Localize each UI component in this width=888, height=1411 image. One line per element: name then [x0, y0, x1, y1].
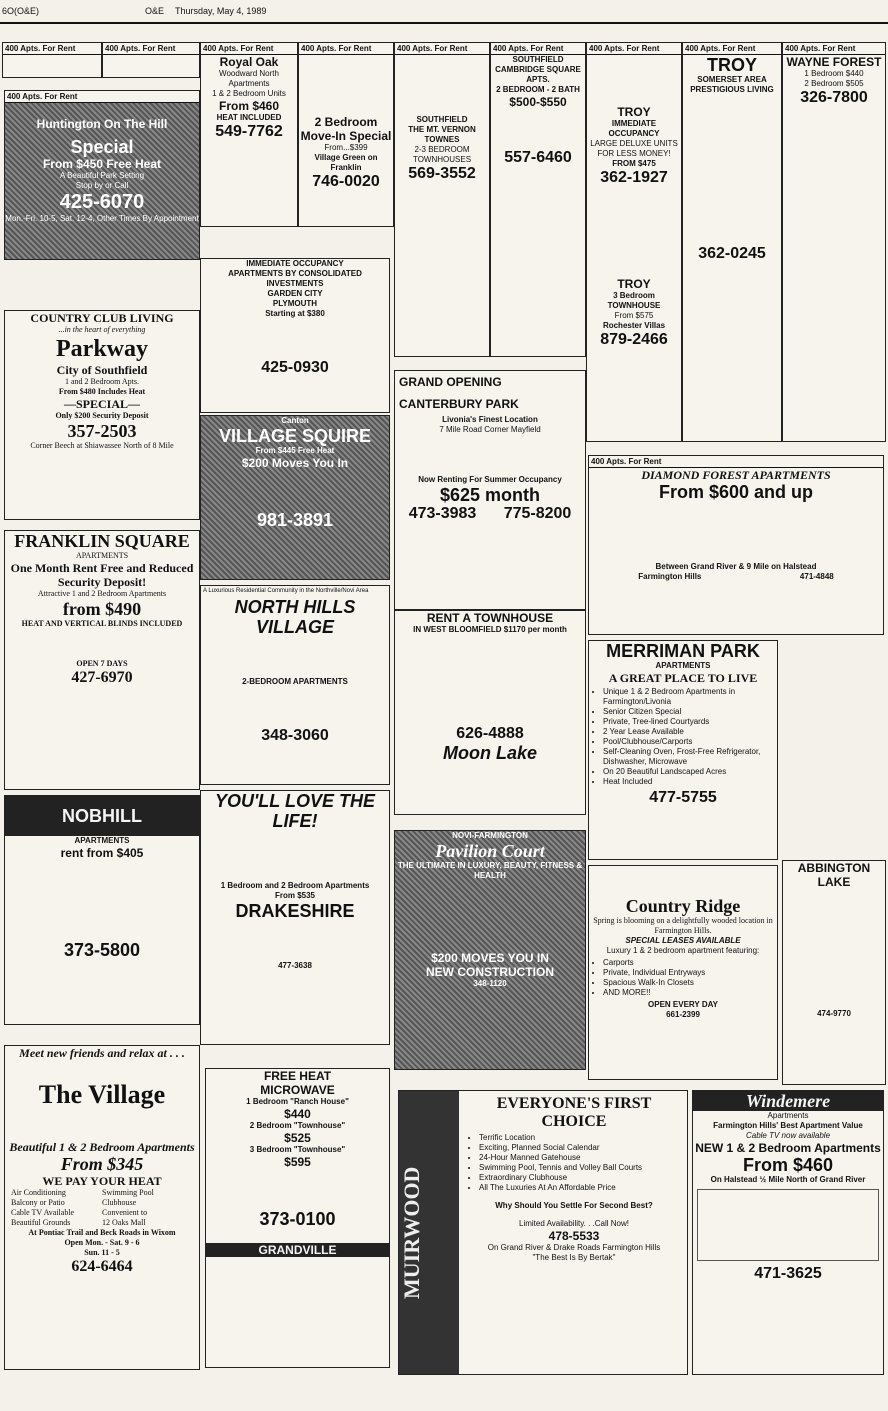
ad-location: At Pontiac Trail and Beck Roads in Wixom: [28, 1228, 176, 1237]
ad-features: [589, 958, 777, 998]
ad-property: DRAKESHIRE: [235, 901, 355, 921]
ad-city: NOVI-FARMINGTON: [452, 831, 528, 840]
ad-special: $200 MOVES YOU IN: [431, 951, 549, 965]
ad-canterbury: [394, 370, 586, 610]
ad-units: 2 BEDROOM - 2 BATH: [496, 85, 580, 94]
ad-somerset: [682, 42, 782, 442]
ad-huntington: [4, 90, 200, 260]
ad-location: On Halstead ½ Mile North of Grand River: [710, 1175, 866, 1184]
ad-body: [465, 1095, 683, 1263]
ad-property: ABBINGTON LAKE: [797, 861, 871, 889]
ad-fineprint: [587, 187, 681, 277]
ad-property: VILLAGE SQUIRE: [218, 426, 371, 446]
ad-phones: [395, 505, 585, 523]
ad-nobhill: [4, 795, 200, 1025]
ad-fineprint: [299, 55, 393, 115]
ad-property: WAYNE FOREST: [786, 55, 882, 69]
feature-item: Beautiful Grounds: [11, 1218, 71, 1227]
ad-fineprint: [395, 55, 489, 115]
ad-subtitle: APARTMENTS: [75, 551, 129, 560]
ad-price-1: $440: [284, 1107, 311, 1121]
ad-price-3: $595: [284, 1155, 311, 1169]
feature-item: Air Conditioning: [11, 1188, 66, 1197]
ad-two-bedroom: [298, 42, 394, 227]
ad-special: One Month Rent Free and Reduced Security Deposit!: [10, 561, 194, 589]
ad-wayne-forest: [782, 42, 886, 442]
ad-headline: COUNTRY CLUB LIVING: [30, 311, 174, 325]
page-number: 6O(O&E): [2, 6, 40, 16]
ad-phone: 557-6460: [504, 149, 572, 166]
ad-slogan: "The Best Is By Bertak": [532, 1253, 616, 1262]
ad-fineprint: [683, 95, 781, 245]
ad-parkway: [4, 310, 200, 520]
ad-phone: 373-0100: [259, 1209, 336, 1229]
ad-units: 1 and 2 Bedroom Apts.: [65, 377, 139, 386]
ad-property: Rochester Villas: [602, 321, 666, 330]
feature-item: • Swimming Pool, Tennis and Volley Ball Courts: [479, 1163, 683, 1173]
ad-tagline: Livonia's Finest Location: [442, 415, 538, 424]
ad-units: 2-BEDROOM APARTMENTS: [242, 677, 348, 686]
ad-subtitle: APARTMENTS: [74, 836, 130, 845]
ad-phone: 624-6464: [71, 1258, 133, 1275]
ad-hours: OPEN 7 DAYS: [76, 659, 128, 668]
ad-property: GRANDVILLE: [206, 1243, 389, 1257]
ad-price: from $490: [62, 599, 142, 619]
ad-features: [589, 502, 883, 562]
ad-tagline: A Beautiful Park Setting: [59, 171, 145, 180]
ad-special: Now Renting For Summer Occupancy: [418, 475, 562, 484]
feature-item: • Carports: [603, 958, 777, 968]
ad-special: $200 Moves You In: [241, 456, 349, 470]
ad-city: TROY: [617, 277, 651, 291]
issue-date: Thursday, May 4, 1989: [175, 6, 267, 16]
ad-tagline: Why Should You Settle For Second Best?: [495, 1201, 653, 1210]
feature-item: Cable TV Available: [11, 1208, 75, 1217]
ad-muirwood: [398, 1090, 688, 1375]
ad-subtitle: APARTMENTS: [655, 661, 711, 670]
ad-units: Luxury 1 & 2 bedroom apartment featuring:: [606, 946, 760, 955]
ad-special: WE PAY YOUR HEAT: [42, 1174, 162, 1188]
ad-price: From...$399: [324, 143, 368, 152]
ad-units: 1 & 2 Bedroom Units: [212, 89, 286, 98]
ad-phone: 661-2399: [666, 1010, 700, 1019]
ad-location: Corner Beech at Shiawassee North of 8 Mile: [30, 441, 174, 450]
ad-map: [697, 1189, 879, 1261]
ad-west-bloomfield: [394, 610, 586, 815]
ad-subtitle: Woodward North Apartments: [219, 69, 279, 88]
feature-item: • On 20 Beautiful Landscaped Acres: [603, 767, 777, 777]
ad-units: NEW 1 & 2 Bedroom Apartments: [695, 1141, 881, 1155]
ad-city-1: GARDEN CITY: [267, 289, 323, 298]
ad-price: From $535: [274, 891, 316, 900]
ad-consolidated: [200, 258, 390, 413]
ad-headline: IMMEDIATE OCCUPANCY: [246, 259, 344, 268]
ad-pavilion-court: [394, 830, 586, 1070]
ad-southfield-column: [394, 42, 490, 357]
ad-price: rent from $405: [60, 846, 144, 860]
ad-property: Village Green on Franklin: [314, 153, 378, 172]
ad-units: 3 Bedroom TOWNHOUSE: [607, 291, 661, 310]
section-heading: 400 Apts. For Rent: [589, 456, 883, 468]
ad-price: From $445 Free Heat: [255, 446, 335, 455]
feature-item: Convenient to: [102, 1208, 148, 1217]
page-header: [0, 0, 888, 24]
ad-special: Move-In Special: [300, 129, 392, 143]
ad-logo: Moon Lake: [442, 743, 537, 763]
ad-phone: 425-0930: [261, 359, 329, 376]
feature-item: • Pool/Clubhouse/Carports: [603, 737, 777, 747]
ad-property: Parkway: [56, 336, 148, 362]
ad-phone: 348-3060: [261, 727, 329, 744]
ad-phone: 549-7762: [215, 123, 283, 140]
ad-features: [5, 1188, 199, 1228]
ad-location: Between Grand River & 9 Mile on Halstead: [655, 562, 817, 571]
ad-property: Pavilion Court: [435, 841, 545, 861]
feature-item: • Private, Individual Entryways: [603, 968, 777, 978]
ad-fineprint: [395, 635, 585, 725]
feature-item: Swimming Pool: [102, 1188, 154, 1197]
ad-city: SOUTHFIELD: [416, 115, 468, 124]
feature-item: • Extraordinary Clubhouse: [479, 1173, 683, 1183]
section-heading: 400 Apts. For Rent: [587, 43, 681, 55]
ad-features: [5, 860, 199, 940]
feature-item: • Spacious Walk-In Closets: [603, 978, 777, 988]
ad-cambridge: [490, 42, 586, 357]
feature-item: • Self-Cleaning Oven, Frost-Free Refrigerator, Dishwasher, Microwave: [603, 747, 777, 767]
feature-item: 12 Oaks Mall: [102, 1218, 146, 1227]
ad-hours: Mon.-Fri. 10-5, Sat. 12-4, Other Times By Appointment: [5, 214, 199, 223]
ad-deposit: Only $200 Security Deposit: [55, 411, 149, 420]
feature-item: • Heat Included: [603, 777, 777, 787]
ad-headline: FREE HEAT: [263, 1069, 332, 1083]
ad-headline: RENT A TOWNHOUSE: [426, 611, 554, 625]
ad-cta: Stop by or Call: [75, 181, 129, 190]
ad-phone: 477-3638: [278, 961, 312, 970]
ad-property: CANTERBURY PARK: [399, 397, 519, 411]
section-heading: 400 Apts. For Rent: [783, 43, 885, 55]
ad-hours: OPEN EVERY DAY: [648, 1000, 718, 1009]
ad-cta: Limited Availability. . .Call Now!: [519, 1219, 629, 1228]
ad-property: MERRIMAN PARK: [606, 641, 760, 661]
ad-windemere: [692, 1090, 884, 1375]
ad-price: From $460: [218, 99, 280, 113]
ad-property: NOBHILL: [5, 796, 199, 836]
ad-headline: SOMERSET AREA PRESTIGIOUS LIVING: [690, 75, 774, 94]
ad-village-squire: [200, 415, 390, 580]
ad-features: [589, 687, 777, 787]
section-heading: 400 Apts. For Rent: [5, 91, 199, 103]
ad-headline: Meet new friends and relax at . . .: [19, 1046, 185, 1060]
ad-feature: Cable TV now available: [745, 1131, 831, 1140]
ad-price-1br: 1 Bedroom $440: [804, 69, 864, 78]
ad-units: 2-3 BEDROOM TOWNHOUSES: [412, 145, 472, 164]
ad-property: NORTH HILLS VILLAGE: [234, 597, 356, 637]
ad-price: FROM $475: [612, 159, 656, 168]
ad-phone: 569-3552: [408, 165, 476, 182]
ad-phone-1: 473-3983: [408, 505, 477, 522]
ad-phone: 474-9770: [817, 1009, 851, 1018]
paper-name: O&E: [145, 6, 165, 16]
ad-phone: 357-2503: [67, 421, 137, 441]
ad-phone: 348-1120: [473, 979, 507, 988]
ad-price: $625 month: [439, 485, 541, 505]
ad-feature: HEAT INCLUDED: [216, 113, 282, 122]
feature-item: • Senior Citizen Special: [603, 707, 777, 717]
ad-price: From $450 Free Heat: [42, 157, 162, 171]
ad-unit-1: 1 Bedroom "Ranch House": [246, 1097, 349, 1106]
ad-phone: 471-4848: [799, 572, 834, 581]
ad-property: DIAMOND FOREST APARTMENTS: [641, 468, 831, 482]
ad-phone: 471-3625: [754, 1265, 822, 1282]
ad-headline: IMMEDIATE OCCUPANCY: [608, 119, 660, 138]
ad-diamond-forest: [588, 455, 884, 635]
ad-property: FRANKLIN SQUARE: [14, 531, 190, 551]
ad-phone: 626-4888: [456, 725, 524, 742]
ad-price: IN WEST BLOOMFIELD $1170 per month: [413, 625, 567, 634]
ad-phone: 373-5800: [63, 940, 141, 960]
ad-headline: EVERYONE'S FIRST CHOICE: [496, 1095, 652, 1130]
feature-item: • 2 Year Lease Available: [603, 727, 777, 737]
feature-item: Clubhouse: [102, 1198, 137, 1207]
ad-special: SPECIAL LEASES AVAILABLE: [625, 936, 741, 945]
ad-features: [201, 831, 389, 881]
ad-price: From $575: [614, 311, 654, 320]
ad-tagline: THE ULTIMATE IN LUXURY, BEAUTY, FITNESS & HEALTH: [397, 861, 583, 880]
ad-units: Beautiful 1 & 2 Bedroom Apartments: [9, 1140, 195, 1154]
ad-title: Royal Oak: [219, 55, 279, 69]
ad-price: From $600 and up: [658, 482, 814, 502]
ad-feature: HEAT AND VERTICAL BLINDS INCLUDED: [21, 619, 183, 628]
ad-tagline: ...in the heart of everything: [58, 325, 146, 334]
classified-column-1: [2, 42, 102, 78]
ad-franklin-square: [4, 530, 200, 790]
ad-phone: 478-5533: [548, 1229, 600, 1243]
feature-item: • Private, Tree-lined Courtyards: [603, 717, 777, 727]
ad-tagline: Farmington Hills' Best Apartment Value: [713, 1121, 863, 1130]
ad-merriman-park: [588, 640, 778, 860]
section-heading: 400 Apts. For Rent: [103, 43, 199, 55]
section-heading: 400 Apts. For Rent: [491, 43, 585, 55]
ad-headline: NEW CONSTRUCTION: [426, 965, 554, 979]
ad-property: SOUTHFIELD CAMBRIDGE SQUARE APTS.: [495, 55, 581, 84]
ad-tagline: Spring is blooming on a delightfully wooded location in Farmington Hills.: [593, 916, 773, 935]
ad-feature: MICROWAVE: [260, 1083, 335, 1097]
section-heading: 400 Apts. For Rent: [299, 43, 393, 55]
ad-unit-2: 2 Bedroom "Townhouse": [249, 1121, 346, 1130]
section-heading: 400 Apts. For Rent: [683, 43, 781, 55]
ad-abbington-lake: [782, 860, 886, 1085]
ad-phone: 326-7800: [800, 89, 868, 106]
ad-property: THE MT. VERNON TOWNES: [408, 125, 476, 144]
ad-phone: 427-6970: [71, 669, 133, 686]
ad-country-ridge: [588, 865, 778, 1080]
ad-price: $500-$550: [509, 95, 567, 109]
ad-phone: 362-0245: [698, 245, 766, 262]
feature-item: • Terrific Location: [479, 1133, 683, 1143]
feature-item: Balcony or Patio: [11, 1198, 65, 1207]
ad-tagline: LARGE DELUXE UNITS FOR LESS MONEY!: [590, 139, 678, 158]
ad-property: Windemere: [693, 1091, 883, 1111]
ad-troy: [586, 42, 682, 442]
section-heading: 400 Apts. For Rent: [201, 43, 297, 55]
ad-contact: [589, 572, 883, 582]
ad-property: Country Ridge: [625, 896, 741, 916]
ad-price-2: $525: [284, 1131, 311, 1145]
ad-phone: 477-5755: [649, 789, 717, 806]
ad-units: 1 Bedroom and 2 Bedroom Apartments: [220, 881, 370, 890]
ad-property: The Village: [38, 1080, 166, 1109]
ad-phone: 879-2466: [600, 331, 668, 348]
ad-phone: 362-1927: [600, 169, 668, 186]
ad-location: On Grand River & Drake Roads Farmington Hills: [487, 1243, 661, 1252]
ad-royal-oak: [200, 42, 298, 227]
section-heading: 400 Apts. For Rent: [395, 43, 489, 55]
ad-the-village: [4, 1045, 200, 1370]
ad-company: APARTMENTS BY CONSOLIDATED INVESTMENTS: [228, 269, 362, 288]
ad-price: From $345: [60, 1154, 144, 1174]
ad-city: City of Southfield: [56, 363, 148, 377]
ad-grandville: [205, 1068, 390, 1368]
ad-special: Special: [70, 137, 134, 157]
ad-price: Starting at $380: [265, 309, 325, 318]
ad-city: Farmington Hills: [638, 572, 702, 581]
ad-city: TROY: [706, 55, 757, 75]
ad-price-2br: 2 Bedroom $505: [804, 79, 864, 88]
ad-fineprint: [783, 889, 885, 1009]
ad-features: [395, 881, 585, 951]
ad-drakeshire: [200, 790, 390, 1045]
feature-item: • Exciting, Planned Social Calendar: [479, 1143, 683, 1153]
ad-phone-2: 775-8200: [503, 505, 572, 522]
feature-item: • 24-Hour Manned Gatehouse: [479, 1153, 683, 1163]
ad-subtitle: Apartments: [767, 1111, 809, 1120]
ad-price: From $480 Includes Heat: [58, 387, 146, 396]
ad-headline: Huntington On The Hill: [36, 117, 168, 131]
ad-city: TROY: [617, 105, 651, 119]
section-heading: 400 Apts. For Rent: [3, 43, 101, 55]
ad-side-logo: MUIRWOOD: [399, 1091, 459, 1374]
feature-item: • All The Luxuries At An Affordable Price: [479, 1183, 683, 1193]
ad-phone: 425-6070: [59, 191, 145, 213]
ad-fineprint: [201, 319, 389, 359]
ad-fineprint: [587, 55, 681, 105]
ad-hours-sunday: Sun. 11 - 5: [84, 1248, 120, 1257]
ad-headline: YOU'LL LOVE THE LIFE!: [215, 791, 375, 831]
ad-features: [465, 1133, 683, 1193]
feature-item: • AND MORE!!: [603, 988, 777, 998]
ad-city-2: PLYMOUTH: [272, 299, 318, 308]
ad-unit-3: 3 Bedroom "Townhouse": [249, 1145, 346, 1154]
ad-phone: 746-0020: [312, 173, 380, 190]
feature-item: • Unique 1 & 2 Bedroom Apartments in Farmington/Livonia: [603, 687, 777, 707]
ad-hours: Open Mon. - Sat. 9 - 6: [64, 1238, 140, 1247]
ad-north-hills: [200, 585, 390, 785]
ad-headline: GRAND OPENING: [399, 375, 502, 389]
ad-tagline: A GREAT PLACE TO LIVE: [608, 671, 758, 685]
ad-city: Canton: [281, 416, 309, 425]
ad-headline: 2 Bedroom: [314, 115, 378, 129]
ad-price: From $460: [742, 1155, 834, 1175]
ad-phone: 981-3891: [256, 510, 334, 530]
classified-column-2: [102, 42, 200, 78]
ad-tagline: A Luxurious Residential Community in the Northville/Novi Area: [203, 588, 369, 594]
ad-units: Attractive 1 and 2 Bedroom Apartments: [37, 589, 167, 598]
ad-location: 7 Mile Road Corner Mayfield: [439, 425, 541, 434]
ad-special: —SPECIAL—: [63, 397, 140, 411]
